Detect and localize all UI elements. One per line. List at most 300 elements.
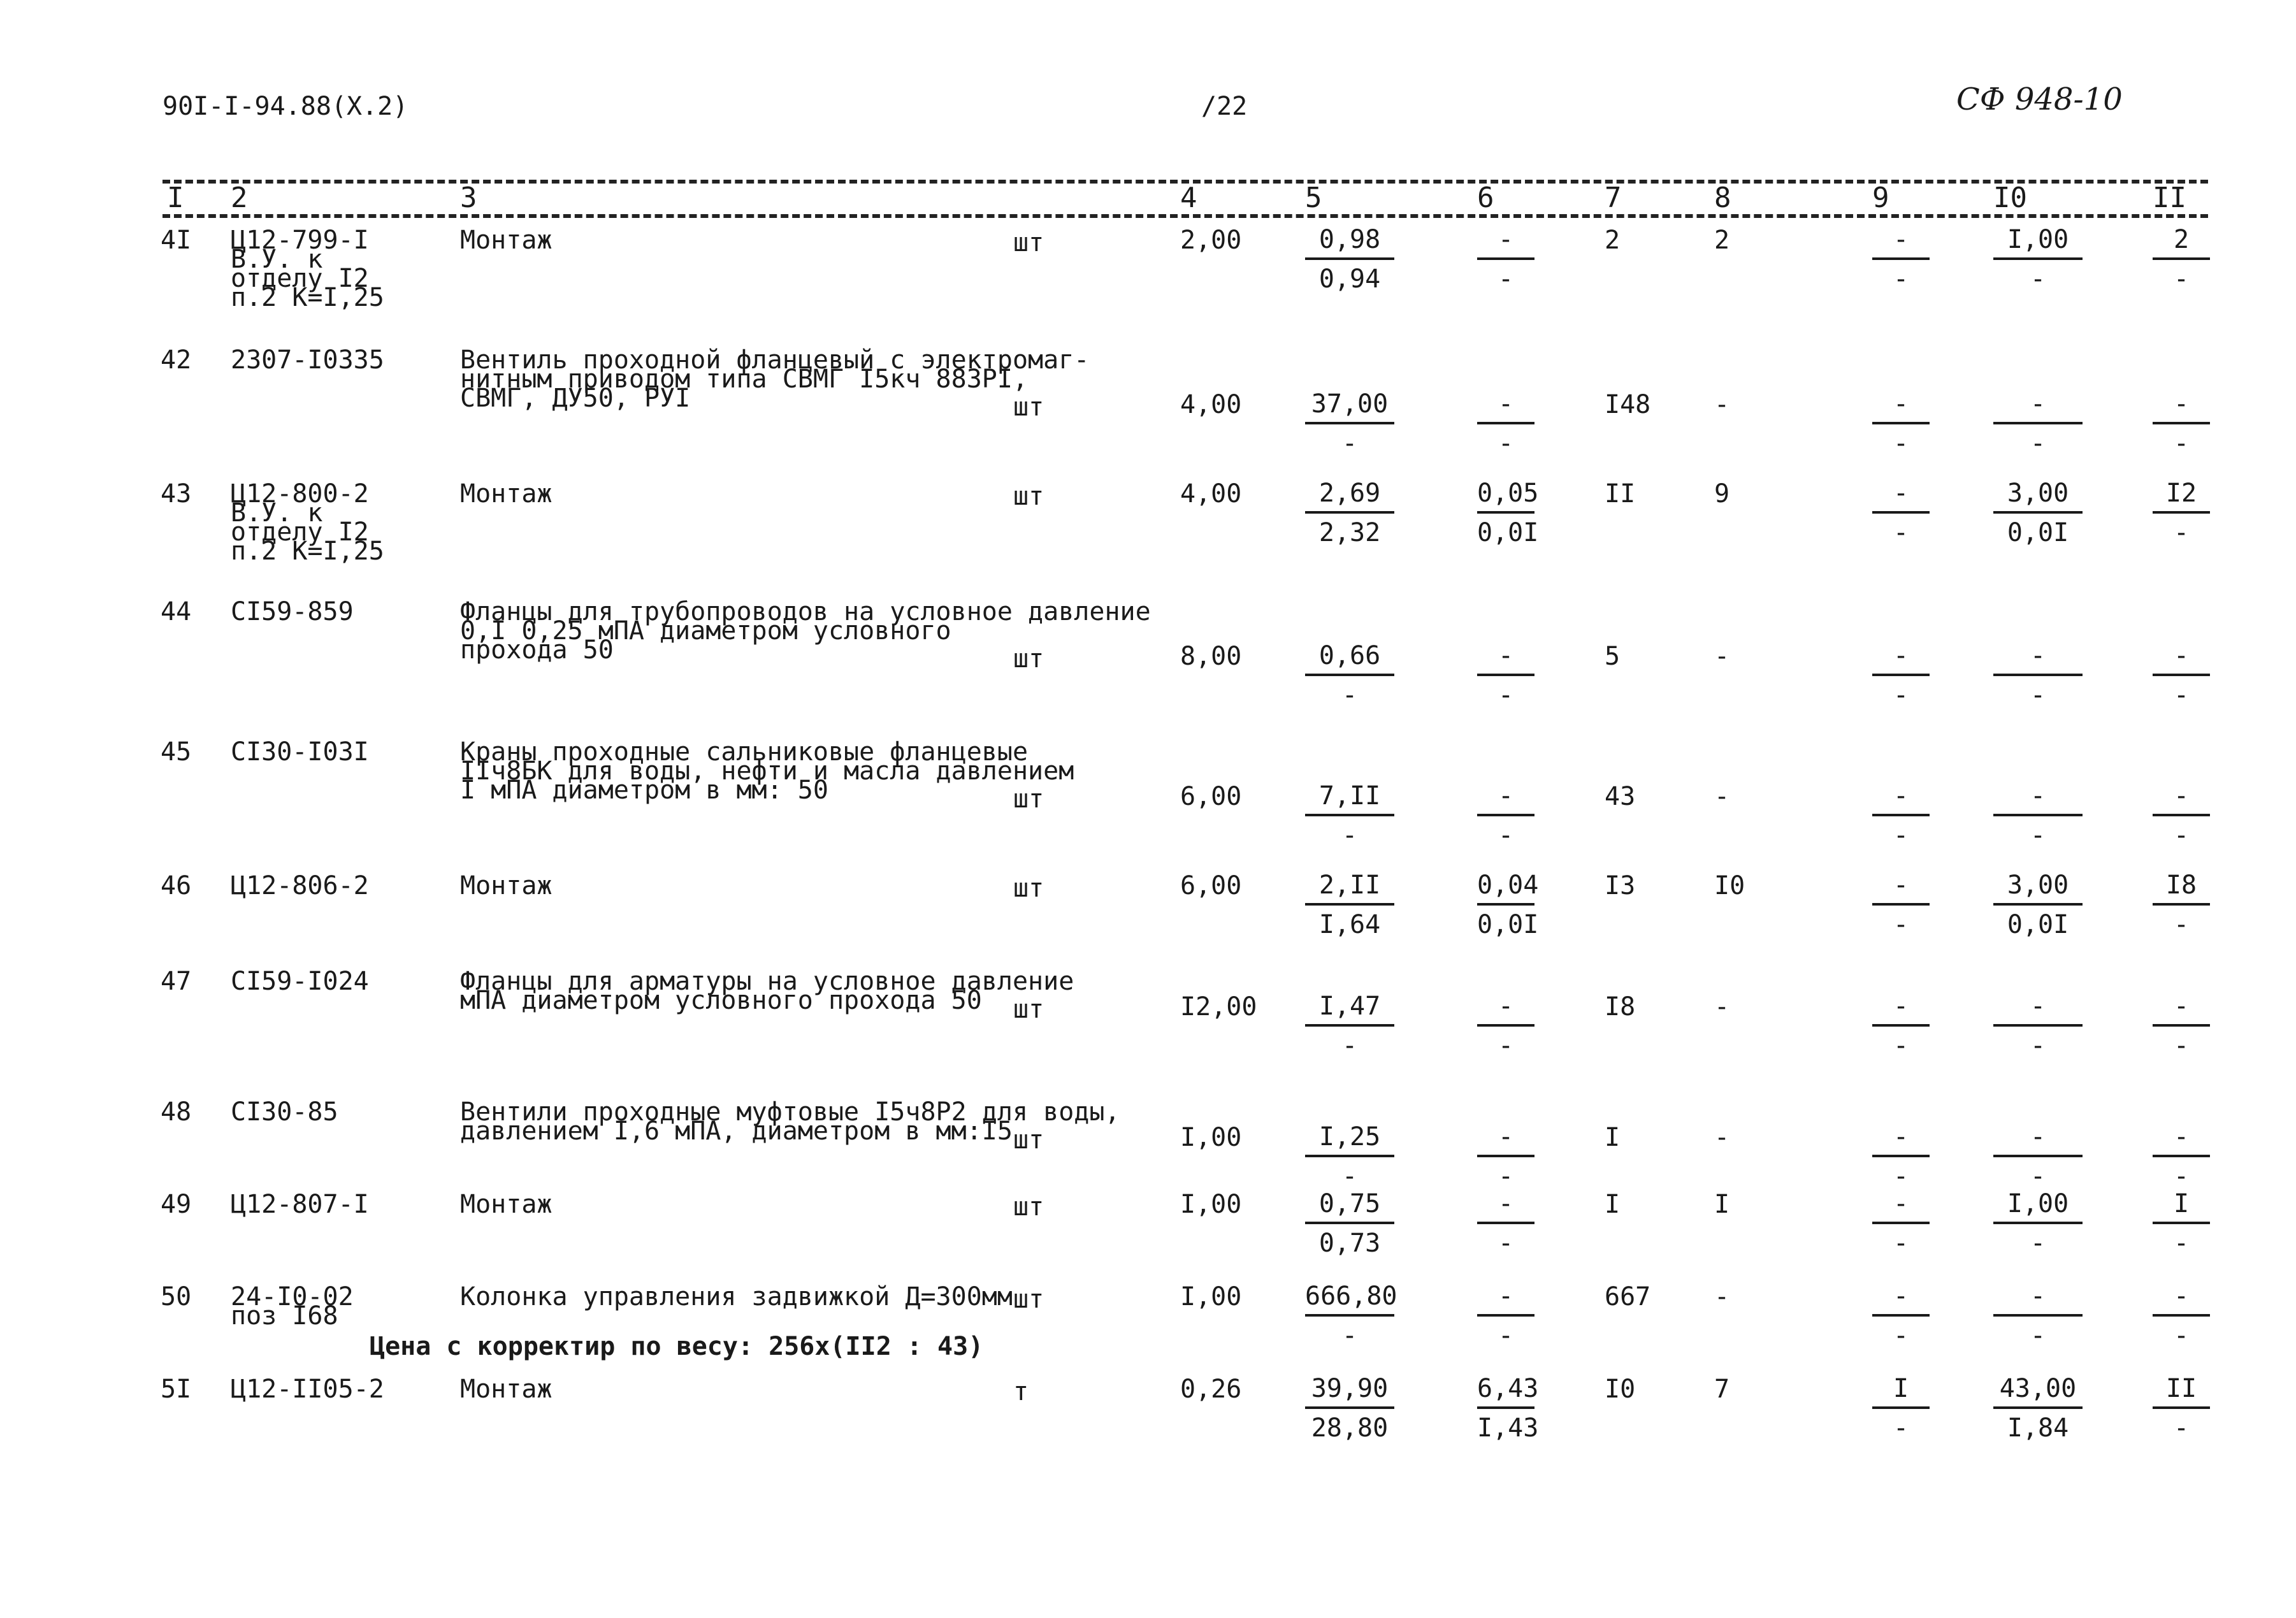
unit: шт bbox=[1013, 784, 1044, 814]
col6-value-denominator: 0,0I bbox=[1477, 910, 1539, 939]
col5-value-denominator: - bbox=[1341, 1162, 1358, 1191]
col5-value-denominator: - bbox=[1341, 821, 1358, 850]
col6-value bbox=[1477, 1374, 1539, 1443]
col10-value-denominator: - bbox=[2030, 264, 2046, 294]
header-rule-bottom bbox=[162, 214, 2208, 218]
col9-value-numerator: - bbox=[1893, 479, 1909, 508]
col5-value-numerator: 2,69 bbox=[1318, 479, 1381, 508]
col5-value bbox=[1305, 1190, 1394, 1257]
col6-value-numerator: - bbox=[1498, 1122, 1514, 1152]
col11-value-bar bbox=[2153, 814, 2210, 816]
col9-value bbox=[1872, 1282, 1930, 1350]
col11-value bbox=[2153, 390, 2210, 458]
col6-value-bar bbox=[1477, 1155, 1534, 1157]
col6-value-numerator: - bbox=[1498, 641, 1514, 670]
col10-value bbox=[1993, 1375, 2083, 1442]
column-header-11: II bbox=[2153, 182, 2186, 214]
row-number: 49 bbox=[161, 1190, 192, 1219]
col10-value-numerator: I,00 bbox=[2007, 225, 2069, 254]
col10-value-denominator: 0,0I bbox=[2007, 910, 2069, 939]
col5-value-denominator: 0,94 bbox=[1318, 264, 1381, 294]
col9-value-bar bbox=[1872, 1222, 1930, 1224]
col11-value-bar bbox=[2153, 1406, 2210, 1409]
col11-value-bar bbox=[2153, 1024, 2210, 1027]
col8-value: - bbox=[1714, 1282, 1730, 1311]
col9-value bbox=[1872, 642, 1930, 709]
col11-value-denominator: - bbox=[2173, 821, 2190, 850]
col6-value bbox=[1477, 390, 1534, 458]
col6-value bbox=[1477, 992, 1534, 1060]
column-header-3: 3 bbox=[460, 182, 477, 214]
col9-value-denominator: - bbox=[1893, 821, 1909, 850]
col9-value bbox=[1872, 479, 1930, 547]
unit: шт bbox=[1013, 995, 1044, 1024]
col11-value-bar bbox=[2153, 422, 2210, 424]
col9-value bbox=[1872, 1190, 1930, 1257]
col10-value-denominator: - bbox=[2030, 1229, 2046, 1258]
col6-value-bar bbox=[1477, 814, 1534, 816]
col5-value-denominator: 28,80 bbox=[1311, 1413, 1389, 1443]
col5-value-denominator: I,64 bbox=[1318, 910, 1381, 939]
col8-value: 7 bbox=[1714, 1375, 1730, 1404]
unit: шт bbox=[1013, 393, 1044, 422]
col11-value bbox=[2153, 1375, 2210, 1442]
col5-value bbox=[1305, 871, 1394, 939]
col6-value-bar bbox=[1477, 257, 1534, 260]
col10-value-numerator: - bbox=[2030, 992, 2046, 1021]
col10-value bbox=[1993, 642, 2083, 709]
row-number: 46 bbox=[161, 871, 192, 900]
col6-value-numerator: 0,04 bbox=[1477, 870, 1539, 900]
col6-value-numerator: - bbox=[1498, 781, 1514, 811]
col9-value-numerator: - bbox=[1893, 1122, 1909, 1152]
col10-value-bar bbox=[1993, 1222, 2083, 1224]
col5-value bbox=[1305, 642, 1394, 709]
col7-value: I8 bbox=[1605, 992, 1636, 1022]
quantity: 0,26 bbox=[1180, 1375, 1242, 1404]
col9-value-bar bbox=[1872, 814, 1930, 816]
quantity: I,00 bbox=[1180, 1282, 1242, 1311]
col6-value-denominator: - bbox=[1498, 681, 1514, 710]
col10-value-numerator: - bbox=[2030, 781, 2046, 811]
column-header-10: I0 bbox=[1993, 182, 2027, 214]
col5-value bbox=[1305, 1375, 1394, 1442]
col5-value-denominator: 2,32 bbox=[1318, 518, 1381, 547]
col8-value: I bbox=[1714, 1190, 1730, 1219]
col10-value-denominator: - bbox=[2030, 1162, 2046, 1191]
col6-value bbox=[1477, 1190, 1534, 1257]
col6-value-denominator: - bbox=[1498, 821, 1514, 850]
col9-value-numerator: - bbox=[1893, 389, 1909, 419]
col11-value-bar bbox=[2153, 511, 2210, 514]
col7-value: 43 bbox=[1605, 782, 1636, 811]
col5-value-numerator: 0,66 bbox=[1318, 641, 1381, 670]
col11-value-denominator: - bbox=[2173, 518, 2190, 547]
resource-code: 24-I0-02 поз I68 bbox=[231, 1282, 354, 1331]
item-description: Монтаж bbox=[460, 1190, 552, 1219]
col5-value-bar bbox=[1305, 814, 1394, 816]
col10-value-numerator: 43,00 bbox=[1999, 1374, 2077, 1403]
col10-value bbox=[1993, 992, 2083, 1060]
quantity: 4,00 bbox=[1180, 390, 1242, 419]
col9-value-numerator: - bbox=[1893, 225, 1909, 254]
col11-value bbox=[2153, 226, 2210, 293]
col9-value-bar bbox=[1872, 422, 1930, 424]
col11-value-denominator: - bbox=[2173, 429, 2190, 458]
col10-value bbox=[1993, 1282, 2083, 1350]
col9-value-denominator: - bbox=[1893, 518, 1909, 547]
col10-value bbox=[1993, 871, 2083, 939]
col9-value-denominator: - bbox=[1893, 1321, 1909, 1350]
col5-value-bar bbox=[1305, 1406, 1394, 1409]
col7-value: I3 bbox=[1605, 871, 1636, 900]
col9-value-numerator: - bbox=[1893, 1282, 1909, 1311]
item-description: Фланцы для трубопроводов на условное давление 0,I 0,25 мПА диаметром условного прохода 50 bbox=[460, 597, 1151, 665]
col9-value-bar bbox=[1872, 1314, 1930, 1317]
col11-value bbox=[2153, 642, 2210, 709]
col10-value-numerator: 3,00 bbox=[2007, 870, 2069, 900]
col10-value-denominator: - bbox=[2030, 429, 2046, 458]
col7-value: I bbox=[1605, 1190, 1621, 1219]
row-number: 47 bbox=[161, 967, 192, 996]
col6-value-denominator: - bbox=[1498, 1031, 1514, 1060]
col5-value bbox=[1305, 390, 1394, 458]
resource-code: Ц12-800-2 В.У. к отделу I2 п.2 К=I,25 bbox=[231, 479, 384, 566]
col10-value bbox=[1993, 390, 2083, 458]
col6-value bbox=[1477, 479, 1539, 547]
resource-code: CI59-I024 bbox=[231, 967, 369, 996]
col11-value bbox=[2153, 782, 2210, 849]
col9-value-numerator: - bbox=[1893, 781, 1909, 811]
col9-value-denominator: - bbox=[1893, 1229, 1909, 1258]
item-description: Фланцы для арматуры на условное давление мПА диаметром условного прохода 50 bbox=[460, 967, 1074, 1015]
col5-value-numerator: 666,80 bbox=[1305, 1282, 1397, 1311]
col9-value-numerator: - bbox=[1893, 1189, 1909, 1218]
col11-value-bar bbox=[2153, 1155, 2210, 1157]
item-description: Вентили проходные муфтовые I5ч8Р2 для воды, давлением I,6 мПА, диаметром в мм:I5 bbox=[460, 1097, 1120, 1146]
col11-value bbox=[2153, 1123, 2210, 1190]
col9-value-bar bbox=[1872, 903, 1930, 906]
quantity: I,00 bbox=[1180, 1123, 1242, 1152]
col6-value-denominator: - bbox=[1498, 1162, 1514, 1191]
col11-value-numerator: I2 bbox=[2165, 479, 2197, 508]
col8-value: I0 bbox=[1714, 871, 1745, 900]
col11-value-bar bbox=[2153, 1314, 2210, 1317]
item-description: Монтаж bbox=[460, 1375, 552, 1404]
col10-value bbox=[1993, 782, 2083, 849]
col8-value: - bbox=[1714, 992, 1730, 1022]
col7-value: I bbox=[1605, 1123, 1621, 1152]
resource-code: Ц12-799-I В.У. к отделу I2 п.2 К=I,25 bbox=[231, 226, 384, 312]
col5-value-denominator: - bbox=[1341, 429, 1358, 458]
col5-value-bar bbox=[1305, 422, 1394, 424]
col7-value: 2 bbox=[1605, 226, 1621, 255]
col5-value-numerator: 37,00 bbox=[1311, 389, 1389, 419]
col11-value-numerator: - bbox=[2173, 781, 2190, 811]
col8-value: 9 bbox=[1714, 479, 1730, 509]
column-header-1: I bbox=[167, 182, 184, 214]
col7-value: II bbox=[1605, 479, 1636, 509]
quantity: 4,00 bbox=[1180, 479, 1242, 509]
col6-value-bar bbox=[1477, 511, 1534, 514]
col10-value-bar bbox=[1993, 1155, 2083, 1157]
col5-value-denominator: - bbox=[1341, 1031, 1358, 1060]
col9-value-bar bbox=[1872, 674, 1930, 676]
col11-value bbox=[2153, 992, 2210, 1060]
col6-value-bar bbox=[1477, 1314, 1534, 1317]
col10-value-denominator: - bbox=[2030, 1031, 2046, 1060]
col10-value-denominator: 0,0I bbox=[2007, 518, 2069, 547]
col10-value bbox=[1993, 226, 2083, 293]
col11-value-numerator: - bbox=[2173, 641, 2190, 670]
col11-value-denominator: - bbox=[2173, 910, 2190, 939]
col6-value-numerator: - bbox=[1498, 992, 1514, 1021]
col6-value-bar bbox=[1477, 1406, 1534, 1409]
col5-value bbox=[1305, 992, 1394, 1060]
quantity: I,00 bbox=[1180, 1190, 1242, 1219]
col10-value-denominator: - bbox=[2030, 1321, 2046, 1350]
col5-value-bar bbox=[1305, 1155, 1394, 1157]
quantity: I2,00 bbox=[1180, 992, 1257, 1022]
col5-value bbox=[1305, 782, 1394, 849]
row-number: 48 bbox=[161, 1097, 192, 1127]
col9-value-numerator: - bbox=[1893, 641, 1909, 670]
col6-value bbox=[1477, 870, 1539, 939]
col9-value bbox=[1872, 992, 1930, 1060]
col9-value bbox=[1872, 1375, 1930, 1442]
col10-value bbox=[1993, 479, 2083, 547]
col6-value-bar bbox=[1477, 422, 1534, 424]
column-header-8: 8 bbox=[1714, 182, 1731, 214]
unit: шт bbox=[1013, 644, 1044, 674]
col11-value-bar bbox=[2153, 1222, 2210, 1224]
col6-value bbox=[1477, 1282, 1534, 1350]
col5-value-bar bbox=[1305, 1222, 1394, 1224]
col11-value-bar bbox=[2153, 257, 2210, 260]
col5-value bbox=[1305, 479, 1394, 547]
col6-value bbox=[1477, 642, 1534, 709]
col10-value-denominator: - bbox=[2030, 821, 2046, 850]
col5-value bbox=[1305, 1282, 1397, 1350]
col11-value bbox=[2153, 871, 2210, 939]
item-description: Монтаж bbox=[460, 479, 552, 509]
col11-value-numerator: 2 bbox=[2173, 225, 2190, 254]
page-number: /22 bbox=[1201, 92, 1248, 121]
col9-value-denominator: - bbox=[1893, 429, 1909, 458]
document-code: 90I-I-94.88(X.2) bbox=[162, 92, 408, 121]
col10-value-denominator: I,84 bbox=[2007, 1413, 2069, 1443]
item-description: Монтаж bbox=[460, 226, 552, 255]
col11-value-numerator: I8 bbox=[2165, 870, 2197, 900]
document-stamp: СФ 948-10 bbox=[1956, 82, 2123, 117]
col5-value-numerator: 39,90 bbox=[1311, 1374, 1389, 1403]
col11-value-numerator: - bbox=[2173, 992, 2190, 1021]
col5-value-bar bbox=[1305, 511, 1394, 514]
col6-value bbox=[1477, 782, 1534, 849]
col6-value-numerator: - bbox=[1498, 1282, 1514, 1311]
col10-value-numerator: 3,00 bbox=[2007, 479, 2069, 508]
col11-value-denominator: - bbox=[2173, 1413, 2190, 1443]
col7-value: 667 bbox=[1605, 1282, 1651, 1311]
col8-value: - bbox=[1714, 642, 1730, 671]
col9-value bbox=[1872, 226, 1930, 293]
unit: шт bbox=[1013, 482, 1044, 511]
col5-value-bar bbox=[1305, 257, 1394, 260]
unit: шт bbox=[1013, 1192, 1044, 1222]
col11-value-denominator: - bbox=[2173, 1229, 2190, 1258]
col6-value-denominator: - bbox=[1498, 429, 1514, 458]
col11-value-denominator: - bbox=[2173, 1162, 2190, 1191]
col10-value-numerator: - bbox=[2030, 389, 2046, 419]
row-number: 44 bbox=[161, 597, 192, 626]
item-description: Колонка управления задвижкой Д=300мм bbox=[460, 1282, 1013, 1311]
col10-value-numerator: I,00 bbox=[2007, 1189, 2069, 1218]
col10-value-bar bbox=[1993, 674, 2083, 676]
col11-value bbox=[2153, 1190, 2210, 1257]
col9-value bbox=[1872, 390, 1930, 458]
price-correction-note: Цена с корректир по весу: 256х(II2 : 43) bbox=[370, 1332, 984, 1361]
col9-value-numerator: I bbox=[1893, 1374, 1909, 1403]
resource-code: CI59-859 bbox=[231, 597, 354, 626]
column-header-7: 7 bbox=[1605, 182, 1622, 214]
item-description: Вентиль проходной фланцевый с электромаг- нитным приводом типа СВМГ I5кч 883PI, СВМГ, ДУ50, РУI bbox=[460, 345, 1090, 413]
col8-value: - bbox=[1714, 390, 1730, 419]
row-number: 50 bbox=[161, 1282, 192, 1311]
quantity: 6,00 bbox=[1180, 782, 1242, 811]
col9-value-bar bbox=[1872, 257, 1930, 260]
col9-value-numerator: - bbox=[1893, 870, 1909, 900]
quantity: 2,00 bbox=[1180, 226, 1242, 255]
col11-value-numerator: - bbox=[2173, 389, 2190, 419]
resource-code: 2307-I0335 bbox=[231, 345, 384, 375]
col11-value-bar bbox=[2153, 674, 2210, 676]
col9-value-bar bbox=[1872, 511, 1930, 514]
col11-value-denominator: - bbox=[2173, 1031, 2190, 1060]
col6-value-bar bbox=[1477, 903, 1534, 906]
col11-value-denominator: - bbox=[2173, 1321, 2190, 1350]
col10-value-numerator: - bbox=[2030, 641, 2046, 670]
col9-value bbox=[1872, 782, 1930, 849]
col7-value: I48 bbox=[1605, 390, 1651, 419]
col8-value: - bbox=[1714, 782, 1730, 811]
col9-value-bar bbox=[1872, 1406, 1930, 1409]
col5-value-numerator: 7,II bbox=[1318, 781, 1381, 811]
col8-value: 2 bbox=[1714, 226, 1730, 255]
item-description: Краны проходные сальниковые фланцевые IIч8БК для воды, нефти и масла давлением I мПА диаметром в мм: 50 bbox=[460, 737, 1074, 805]
resource-code: Ц12-806-2 bbox=[231, 871, 369, 900]
col5-value-numerator: I,25 bbox=[1318, 1122, 1381, 1152]
col11-value bbox=[2153, 1282, 2210, 1350]
col5-value-denominator: 0,73 bbox=[1318, 1229, 1381, 1258]
col9-value-numerator: - bbox=[1893, 992, 1909, 1021]
row-number: 5I bbox=[161, 1375, 192, 1404]
col6-value-denominator: - bbox=[1498, 1229, 1514, 1258]
col6-value-numerator: 0,05 bbox=[1477, 479, 1539, 508]
col10-value-bar bbox=[1993, 814, 2083, 816]
col9-value-denominator: - bbox=[1893, 910, 1909, 939]
unit: шт bbox=[1013, 228, 1044, 257]
col10-value-bar bbox=[1993, 257, 2083, 260]
col11-value-denominator: - bbox=[2173, 681, 2190, 710]
col9-value-bar bbox=[1872, 1155, 1930, 1157]
col6-value-numerator: 6,43 bbox=[1477, 1374, 1539, 1403]
col5-value bbox=[1305, 1123, 1394, 1190]
col5-value-numerator: 2,II bbox=[1318, 870, 1381, 900]
col10-value-bar bbox=[1993, 422, 2083, 424]
col6-value-numerator: - bbox=[1498, 389, 1514, 419]
col10-value bbox=[1993, 1190, 2083, 1257]
row-number: 45 bbox=[161, 737, 192, 767]
col9-value-denominator: - bbox=[1893, 264, 1909, 294]
col6-value-bar bbox=[1477, 1024, 1534, 1027]
col10-value-numerator: - bbox=[2030, 1282, 2046, 1311]
row-number: 43 bbox=[161, 479, 192, 509]
col9-value-denominator: - bbox=[1893, 1413, 1909, 1443]
col10-value-bar bbox=[1993, 511, 2083, 514]
col10-value-bar bbox=[1993, 903, 2083, 906]
col5-value-bar bbox=[1305, 674, 1394, 676]
col6-value-denominator: 0,0I bbox=[1477, 518, 1539, 547]
quantity: 8,00 bbox=[1180, 642, 1242, 671]
resource-code: CI30-85 bbox=[231, 1097, 338, 1127]
col5-value bbox=[1305, 226, 1394, 293]
col11-value-numerator: - bbox=[2173, 1282, 2190, 1311]
resource-code: Ц12-II05-2 bbox=[231, 1375, 384, 1404]
col10-value-bar bbox=[1993, 1024, 2083, 1027]
col6-value-denominator: - bbox=[1498, 1321, 1514, 1350]
resource-code: Ц12-807-I bbox=[231, 1190, 369, 1219]
column-header-6: 6 bbox=[1477, 182, 1494, 214]
col8-value: - bbox=[1714, 1123, 1730, 1152]
col5-value-numerator: I,47 bbox=[1318, 992, 1381, 1021]
col11-value-denominator: - bbox=[2173, 264, 2190, 294]
col10-value bbox=[1993, 1123, 2083, 1190]
col5-value-bar bbox=[1305, 1314, 1394, 1317]
col7-value: 5 bbox=[1605, 642, 1621, 671]
col5-value-numerator: 0,98 bbox=[1318, 225, 1381, 254]
quantity: 6,00 bbox=[1180, 871, 1242, 900]
col5-value-denominator: - bbox=[1341, 1321, 1358, 1350]
unit: шт bbox=[1013, 1285, 1044, 1314]
col10-value-bar bbox=[1993, 1406, 2083, 1409]
col11-value bbox=[2153, 479, 2210, 547]
row-number: 42 bbox=[161, 345, 192, 375]
col6-value bbox=[1477, 226, 1534, 293]
col5-value-numerator: 0,75 bbox=[1318, 1189, 1381, 1218]
col6-value-bar bbox=[1477, 1222, 1534, 1224]
row-number: 4I bbox=[161, 226, 192, 255]
col10-value-bar bbox=[1993, 1314, 2083, 1317]
resource-code: CI30-I03I bbox=[231, 737, 369, 767]
col5-value-bar bbox=[1305, 1024, 1394, 1027]
col9-value-bar bbox=[1872, 1024, 1930, 1027]
col11-value-bar bbox=[2153, 903, 2210, 906]
column-header-9: 9 bbox=[1872, 182, 1889, 214]
unit: шт bbox=[1013, 874, 1044, 903]
col5-value-denominator: - bbox=[1341, 681, 1358, 710]
col6-value-numerator: - bbox=[1498, 1189, 1514, 1218]
col11-value-numerator: - bbox=[2173, 1122, 2190, 1152]
col6-value-denominator: I,43 bbox=[1477, 1413, 1539, 1443]
col6-value bbox=[1477, 1123, 1534, 1190]
unit: т bbox=[1013, 1377, 1029, 1406]
col7-value: I0 bbox=[1605, 1375, 1636, 1404]
col9-value-denominator: - bbox=[1893, 681, 1909, 710]
col6-value-bar bbox=[1477, 674, 1534, 676]
col9-value-denominator: - bbox=[1893, 1031, 1909, 1060]
column-header-2: 2 bbox=[231, 182, 248, 214]
col5-value-bar bbox=[1305, 903, 1394, 906]
